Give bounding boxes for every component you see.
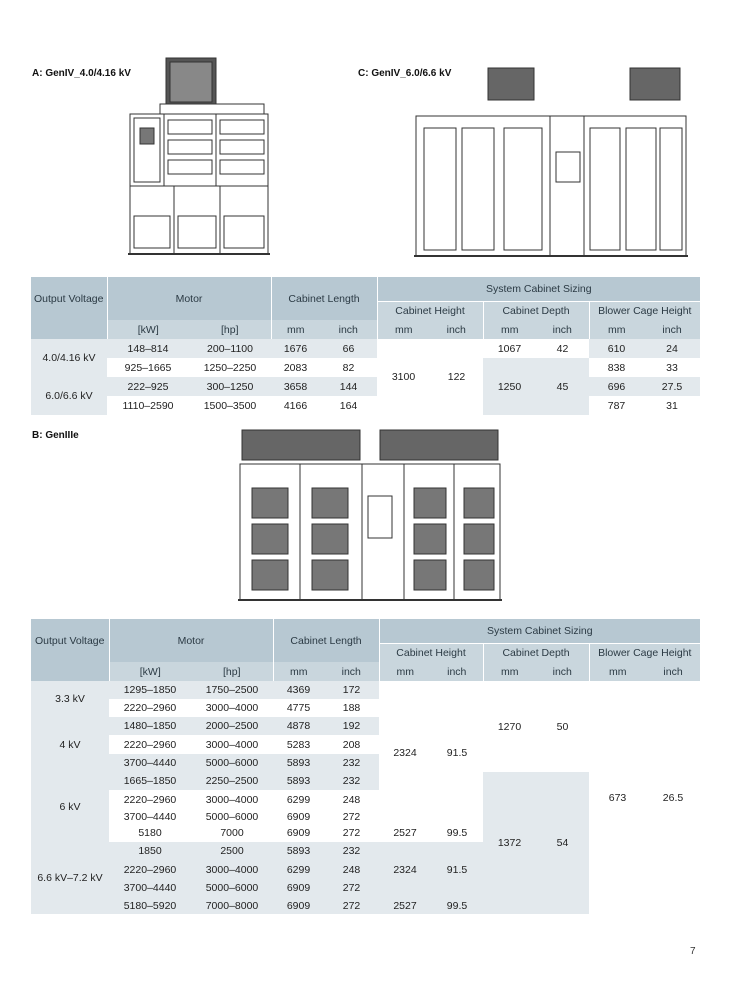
cell-hp: 2250–2500 [191, 772, 273, 790]
cell-len-mm: 2083 [271, 358, 320, 377]
cell-len-in: 208 [324, 735, 379, 754]
cell-height-in: 99.5 [431, 824, 483, 842]
cell-hp: 1750–2500 [191, 681, 273, 699]
th-kw: [kW] [107, 320, 189, 339]
cell-blower-mm: 610 [589, 339, 644, 358]
cell-hp: 3000–4000 [191, 860, 273, 879]
cell-depth-in: 54 [536, 772, 589, 914]
cell-len-mm: 5893 [273, 772, 324, 790]
th-mm: mm [483, 662, 536, 681]
cell-blower-in: 31 [644, 396, 700, 415]
cell-kw: 1110–2590 [107, 396, 189, 415]
th-inch: inch [536, 662, 589, 681]
cell-voltage: 3.3 kV [31, 681, 109, 717]
drawing-geniiie [238, 428, 502, 608]
cell-hp: 3000–4000 [191, 735, 273, 754]
th-cabinet-length: Cabinet Length [273, 619, 379, 662]
cell-len-in: 66 [320, 339, 377, 358]
th-blower: Blower Cage Height [589, 643, 700, 662]
th-output-voltage: Output Voltage [31, 277, 107, 320]
cell-blower-in: 26.5 [646, 681, 700, 914]
cell-blower-mm: 696 [589, 377, 644, 396]
cell-len-mm: 6909 [273, 897, 324, 914]
th-cabinet-height: Cabinet Height [379, 643, 483, 662]
cell-len-in: 192 [324, 717, 379, 735]
cell-len-mm: 6909 [273, 879, 324, 897]
cell-voltage: 4 kV [31, 717, 109, 772]
cell-hp: 200–1100 [189, 339, 271, 358]
th-cabinet-length: Cabinet Length [271, 277, 377, 320]
cell-kw: 2220–2960 [109, 699, 191, 717]
cell-len-mm: 1676 [271, 339, 320, 358]
cell-depth-in: 50 [536, 681, 589, 772]
th-mm: mm [589, 320, 644, 339]
cell-height-in: 91.5 [431, 842, 483, 897]
cell-depth-mm: 1270 [483, 681, 536, 772]
th-motor: Motor [107, 277, 271, 320]
cell-kw: 3700–4440 [109, 754, 191, 772]
cell-blower-in: 33 [644, 358, 700, 377]
cell-len-mm: 4166 [271, 396, 320, 415]
th-inch: inch [646, 662, 700, 681]
cell-blower-mm: 838 [589, 358, 644, 377]
th-inch: inch [430, 320, 483, 339]
cell-voltage: 4.0/4.16 kV [31, 339, 107, 377]
cell-kw: 222–925 [107, 377, 189, 396]
th-motor: Motor [109, 619, 273, 662]
th-kw: [kW] [109, 662, 191, 681]
cell-len-mm: 4369 [273, 681, 324, 699]
cell-len-in: 272 [324, 824, 379, 842]
cell-hp: 7000–8000 [191, 897, 273, 914]
cell-kw: 5180 [109, 824, 191, 842]
th-output-voltage: Output Voltage [31, 619, 109, 662]
table-geniiie [31, 619, 700, 914]
cell-kw: 3700–4440 [109, 809, 191, 824]
cell-blower-in: 27.5 [644, 377, 700, 396]
cell-hp: 300–1250 [189, 377, 271, 396]
cell-kw: 925–1665 [107, 358, 189, 377]
cell-hp: 1500–3500 [189, 396, 271, 415]
cell-blower-mm: 787 [589, 396, 644, 415]
cell-hp: 2500 [191, 842, 273, 860]
cell-height-mm: 2324 [379, 681, 431, 824]
cell-height-mm: 3100 [377, 339, 430, 415]
th-mm: mm [483, 320, 536, 339]
cell-len-in: 272 [324, 897, 379, 914]
th-mm: mm [271, 320, 320, 339]
cell-depth-mm: 1372 [483, 772, 536, 914]
cell-hp: 1250–2250 [189, 358, 271, 377]
cell-len-mm: 5893 [273, 754, 324, 772]
caption-a: A: GenIV_4.0/4.16 kV [32, 68, 131, 79]
cell-len-in: 232 [324, 754, 379, 772]
cell-len-mm: 4775 [273, 699, 324, 717]
cell-height-mm: 2527 [379, 897, 431, 914]
cell-kw: 2220–2960 [109, 790, 191, 809]
cell-len-mm: 6299 [273, 860, 324, 879]
cell-voltage: 6 kV [31, 772, 109, 842]
cell-len-mm: 5283 [273, 735, 324, 754]
th-inch: inch [536, 320, 589, 339]
th-inch: inch [324, 662, 379, 681]
th-mm: mm [379, 662, 431, 681]
th-blower: Blower Cage Height [589, 301, 700, 320]
cell-kw: 1295–1850 [109, 681, 191, 699]
cell-kw: 5180–5920 [109, 897, 191, 914]
cell-len-in: 164 [320, 396, 377, 415]
cell-kw: 148–814 [107, 339, 189, 358]
cell-len-mm: 6299 [273, 790, 324, 809]
th-system-sizing: System Cabinet Sizing [377, 277, 700, 301]
cell-blower-in: 24 [644, 339, 700, 358]
th-inch: inch [644, 320, 700, 339]
th-system-sizing: System Cabinet Sizing [379, 619, 700, 643]
drawing-geniv-4kv [126, 56, 271, 262]
th-cabinet-depth: Cabinet Depth [483, 643, 589, 662]
cell-kw: 2220–2960 [109, 860, 191, 879]
cell-height-in: 122 [430, 339, 483, 415]
cell-kw: 1850 [109, 842, 191, 860]
table-geniv [31, 277, 700, 415]
cell-kw: 3700–4440 [109, 879, 191, 897]
cell-blower-mm: 673 [589, 681, 646, 914]
cell-voltage: 6.6 kV–7.2 kV [31, 842, 109, 914]
cell-len-mm: 4878 [273, 717, 324, 735]
cell-kw: 1665–1850 [109, 772, 191, 790]
cell-len-in: 188 [324, 699, 379, 717]
caption-b: B: GenIIIe [32, 430, 79, 441]
cell-hp: 5000–6000 [191, 809, 273, 824]
cell-len-mm: 6909 [273, 809, 324, 824]
cell-len-in: 144 [320, 377, 377, 396]
cell-len-mm: 3658 [271, 377, 320, 396]
cell-len-in: 82 [320, 358, 377, 377]
cell-hp: 5000–6000 [191, 754, 273, 772]
cell-len-in: 272 [324, 809, 379, 824]
cell-height-mm: 2324 [379, 842, 431, 897]
cell-kw: 2220–2960 [109, 735, 191, 754]
cell-voltage: 6.0/6.6 kV [31, 377, 107, 415]
drawing-geniv-6kv [414, 66, 688, 262]
cell-depth-in: 42 [536, 339, 589, 358]
cell-len-mm: 6909 [273, 824, 324, 842]
page-number: 7 [690, 946, 696, 957]
cell-hp: 3000–4000 [191, 699, 273, 717]
th-hp: [hp] [191, 662, 273, 681]
cell-len-in: 232 [324, 842, 379, 860]
cell-depth-in: 45 [536, 358, 589, 415]
cell-hp: 5000–6000 [191, 879, 273, 897]
cell-height-in: 99.5 [431, 897, 483, 914]
cell-height-mm: 2527 [379, 824, 431, 842]
cell-depth-mm: 1067 [483, 339, 536, 358]
th-mm: mm [273, 662, 324, 681]
caption-c: C: GenIV_6.0/6.6 kV [358, 68, 452, 79]
cell-len-in: 248 [324, 860, 379, 879]
cell-hp: 7000 [191, 824, 273, 842]
cell-len-mm: 5893 [273, 842, 324, 860]
th-cabinet-depth: Cabinet Depth [483, 301, 589, 320]
th-hp: [hp] [189, 320, 271, 339]
cell-len-in: 232 [324, 772, 379, 790]
cell-hp: 2000–2500 [191, 717, 273, 735]
cell-depth-mm: 1250 [483, 358, 536, 415]
cell-len-in: 172 [324, 681, 379, 699]
cell-hp: 3000–4000 [191, 790, 273, 809]
th-inch: inch [320, 320, 377, 339]
th-mm: mm [377, 320, 430, 339]
th-inch: inch [431, 662, 483, 681]
cell-len-in: 248 [324, 790, 379, 809]
cell-len-in: 272 [324, 879, 379, 897]
th-mm: mm [589, 662, 646, 681]
cell-kw: 1480–1850 [109, 717, 191, 735]
cell-height-in: 91.5 [431, 681, 483, 824]
th-cabinet-height: Cabinet Height [377, 301, 483, 320]
